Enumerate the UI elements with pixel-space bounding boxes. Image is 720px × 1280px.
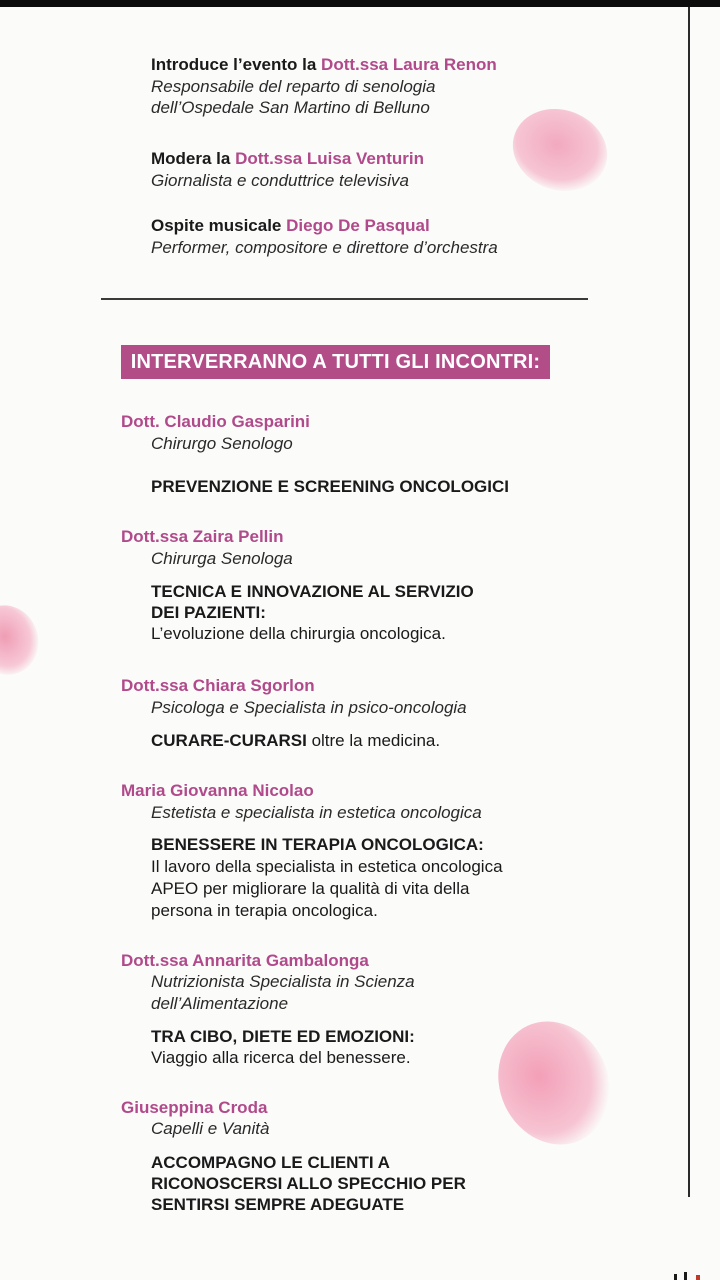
- petal-decoration: [501, 96, 619, 204]
- speaker-name: Dott.ssa Annarita Gambalonga: [121, 951, 369, 970]
- intro-line: [151, 148, 424, 170]
- speaker-topic: SENTIRSI SEMPRE ADEGUATE: [151, 1195, 405, 1214]
- speaker-topic: BENESSERE IN TERAPIA ONCOLOGICA:: [151, 835, 484, 854]
- speaker-name: Dott.ssa Chiara Sgorlon: [121, 676, 315, 695]
- speaker-topic: RICONOSCERSI ALLO SPECCHIO PER: [151, 1174, 466, 1193]
- speaker-topic-desc: Il lavoro della specialista in estetica oncologica: [151, 857, 503, 876]
- intro-role: Performer, compositore e direttore d’orchestra: [151, 238, 498, 257]
- intro-role: Giornalista e conduttrice televisiva: [151, 171, 409, 190]
- speaker-topic: DEI PAZIENTI:: [151, 603, 266, 622]
- speaker-role: dell’Alimentazione: [151, 994, 289, 1013]
- speaker-topic-desc: Viaggio alla ricerca del benessere.: [151, 1048, 411, 1067]
- intro-prefix: Modera la: [151, 149, 231, 168]
- petal-decoration: [478, 1003, 629, 1163]
- right-border-line: [688, 7, 690, 1197]
- intro-name: Dott.ssa Luisa Venturin: [235, 149, 425, 168]
- speaker-topic-desc: oltre la medicina.: [306, 731, 441, 750]
- speaker-topic: PREVENZIONE E SCREENING ONCOLOGICI: [151, 477, 509, 496]
- speaker-role: Nutrizionista Specialista in Scienza: [151, 972, 415, 991]
- intro-line: [151, 54, 497, 76]
- speakers-banner: INTERVERRANNO A TUTTI GLI INCONTRI:: [121, 345, 550, 379]
- speaker-name: Maria Giovanna Nicolao: [121, 781, 314, 800]
- speaker-role: Capelli e Vanità: [151, 1119, 270, 1138]
- speaker-role: Psicologa e Specialista in psico-oncologia: [151, 698, 467, 717]
- speaker-name: Dott. Claudio Gasparini: [121, 412, 310, 431]
- speaker-role: Chirurga Senologa: [151, 549, 293, 568]
- speaker-topic-desc: APEO per migliorare la qualità di vita della: [151, 879, 470, 898]
- speaker-role: Estetista e specialista in estetica oncologica: [151, 803, 482, 822]
- speaker-topic: ACCOMPAGNO LE CLIENTI A: [151, 1153, 390, 1172]
- intro-prefix: Ospite musicale: [151, 216, 282, 235]
- intro-name: Dott.ssa Laura Renon: [321, 55, 497, 74]
- bottom-edge-fragments: [670, 1268, 710, 1280]
- speaker-topic-desc: L’evoluzione della chirurgia oncologica.: [151, 624, 446, 643]
- speaker-topic-title: CURARE-CURARSI: [151, 731, 307, 750]
- speaker-topic: TECNICA E INNOVAZIONE AL SERVIZIO: [151, 582, 474, 601]
- speaker-topic: [151, 730, 440, 752]
- speaker-topic-desc: persona in terapia oncologica.: [151, 901, 378, 920]
- speaker-role: Chirurgo Senologo: [151, 434, 293, 453]
- top-edge-bar: [0, 0, 720, 7]
- speaker-name: Dott.ssa Zaira Pellin: [121, 527, 284, 546]
- intro-prefix: Introduce l’evento la: [151, 55, 317, 74]
- intro-line: [151, 215, 430, 237]
- intro-role: Responsabile del reparto di senologia: [151, 77, 436, 96]
- intro-role: dell’Ospedale San Martino di Belluno: [151, 98, 430, 117]
- intro-name: Diego De Pasqual: [286, 216, 430, 235]
- speaker-topic: TRA CIBO, DIETE ED EMOZIONI:: [151, 1027, 415, 1046]
- speaker-name: Giuseppina Croda: [121, 1098, 268, 1117]
- petal-decoration: [0, 596, 48, 684]
- section-divider: [101, 298, 588, 300]
